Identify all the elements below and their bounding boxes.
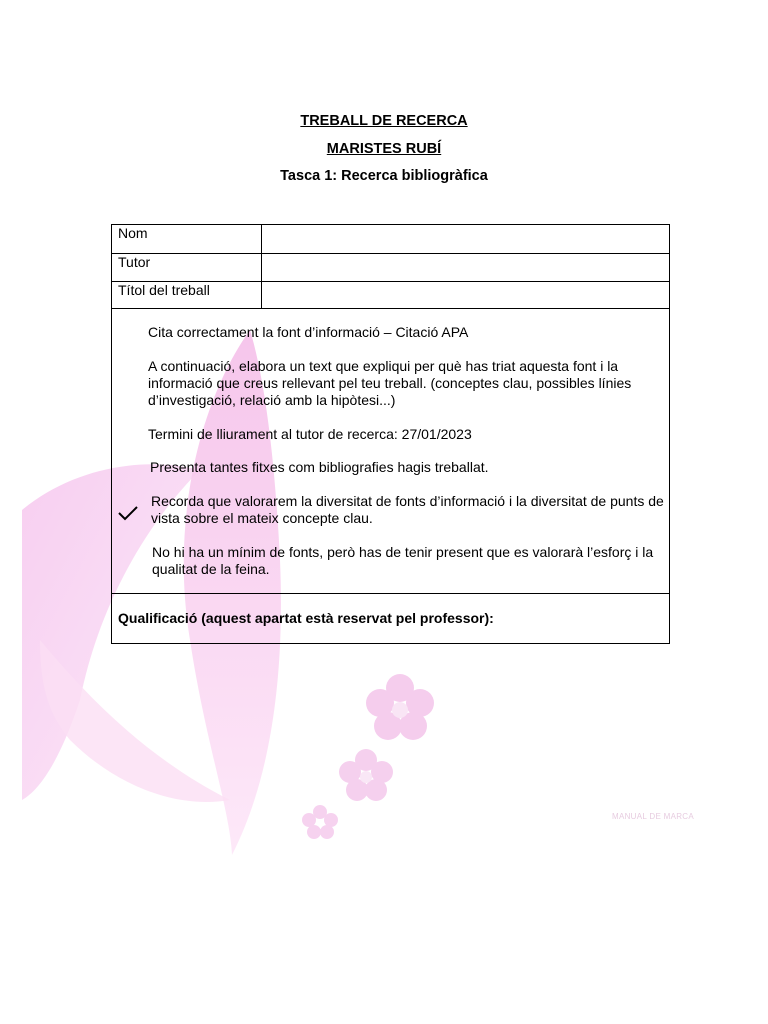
tutor-label: Tutor <box>112 254 262 281</box>
grading-box <box>111 593 670 644</box>
task-title: Tasca 1: Recerca bibliogràfica <box>280 168 488 184</box>
student-info-table <box>111 224 670 309</box>
name-label: Nom <box>112 225 262 253</box>
instruction-citation: Cita correctament la font d’informació – Citació APA <box>148 324 469 340</box>
checkmark-icon <box>118 505 138 521</box>
instruction-text: A continuació, elabora un text que expliqui per què has triat aquesta font i la informació que creus rellevant pel teu treball. (conceptes clau, possibles línies d’investigació, relació amb la hipòtesi...) <box>148 358 632 408</box>
instruction-cards: Presenta tantes fitxes com bibliografies hagis treballat. <box>150 459 489 475</box>
flower-medium <box>339 749 393 801</box>
school-name: MARISTES RUBÍ <box>326 141 442 157</box>
flower-small <box>302 805 338 839</box>
watermark-text: MANUAL DE MARCA <box>612 812 694 821</box>
name-field[interactable] <box>262 225 669 253</box>
instruction-diversity: Recorda que valorarem la diversitat de fonts d’informació i la diversitat de punts de vista sobre el mateix concepte clau. <box>151 493 664 526</box>
work-title-label: Títol del treball <box>112 282 262 309</box>
table-row-tutor <box>112 253 669 281</box>
instructions-box <box>111 308 670 594</box>
instruction-deadline: Termini de lliurament al tutor de recerca: 27/01/2023 <box>148 426 472 442</box>
table-row-title <box>112 281 669 309</box>
document-title: TREBALL DE RECERCA <box>300 113 468 129</box>
instruction-effort: No hi ha un mínim de fonts, però has de tenir present que es valorarà l’esforç i la qualitat de la feina. <box>152 544 654 577</box>
flower-large <box>366 674 434 740</box>
grading-label: Qualificació (aquest apartat està reservat pel professor): <box>118 610 494 626</box>
table-row-nom <box>112 225 669 253</box>
work-title-field[interactable] <box>262 282 669 309</box>
tutor-field[interactable] <box>262 254 669 281</box>
